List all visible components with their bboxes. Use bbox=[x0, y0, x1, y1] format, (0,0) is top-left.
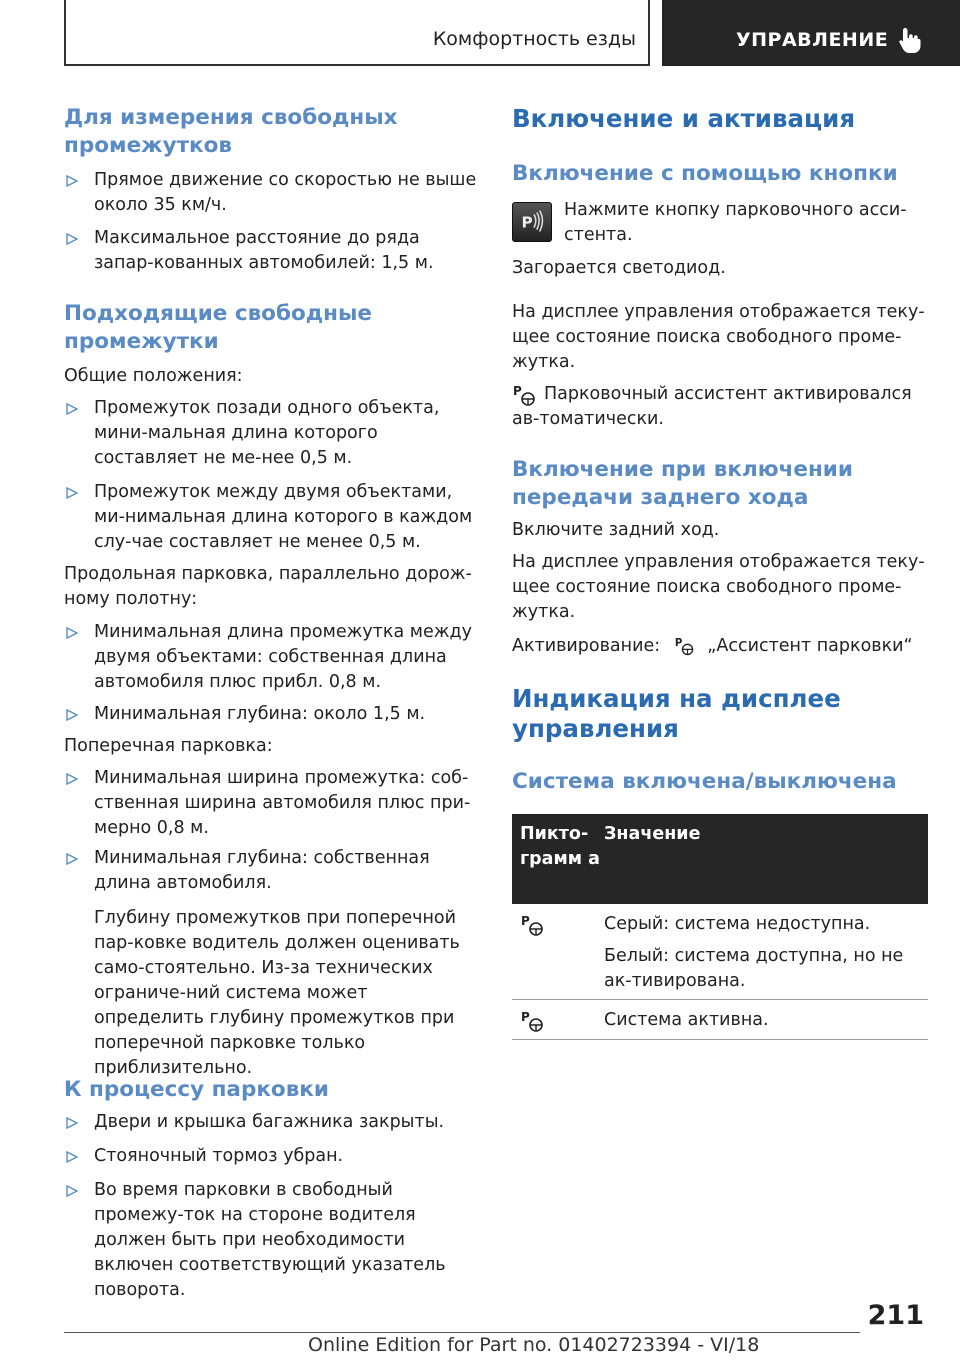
paragraph-led: Загорается светодиод. bbox=[512, 258, 726, 278]
bullet-text: Минимальная глубина: около 1,5 м. bbox=[94, 704, 426, 724]
paragraph-display-state-2: На дисплее управления отображается теку-щее состояние поиска свободного проме-жутка. bbox=[512, 552, 925, 622]
heading-parking-process: К процессу парковки bbox=[64, 1077, 329, 1102]
heading-system-on-off: Система включена/выключена bbox=[512, 769, 897, 794]
footer-edition: Online Edition for Part no. 01402723394 - VI/18 bbox=[308, 1334, 760, 1356]
bullet-item bbox=[64, 1110, 479, 1135]
svg-text:P: P bbox=[521, 914, 530, 928]
triangle-bullet-icon bbox=[66, 233, 78, 245]
column-header-meaning: Значение bbox=[604, 824, 701, 844]
triangle-bullet-icon bbox=[66, 403, 78, 415]
triangle-bullet-icon bbox=[66, 853, 78, 865]
bullet-text: Промежуток позади одного объекта, мини-мальная длина которого составляет не ме-нее 0,5 м. bbox=[94, 398, 440, 468]
bullet-item bbox=[64, 846, 479, 896]
page-header bbox=[64, 0, 960, 66]
section-title: УПРАВЛЕНИЕ bbox=[736, 29, 889, 51]
chapter-title: Комфортность езды bbox=[432, 28, 636, 50]
parking-assistant-icon bbox=[520, 912, 546, 938]
hand-pointer-icon bbox=[897, 26, 923, 54]
bullet-text: Минимальная длина промежутка между двумя объектами: собственная длина автомобиля плюс прибл. 0,8 м. bbox=[94, 622, 472, 692]
heading-reverse-gear: Включение при включении передачи заднего хода bbox=[512, 457, 853, 510]
bullet-note: Глубину промежутков при поперечной пар-ковке водитель должен оценивать само-стоятельно. Из-за технических ограниче-ний система может определить глубину промежутков при поперечной парковке только приблизительно. bbox=[94, 908, 460, 1078]
triangle-bullet-icon bbox=[66, 1151, 78, 1163]
bullet-item bbox=[64, 168, 479, 218]
column-header-pictogram: Пикто-грамм а bbox=[520, 824, 600, 869]
heading-suitable-gaps: Подходящие свободные промежутки bbox=[64, 301, 372, 354]
meaning-active: Система активна. bbox=[604, 1010, 769, 1030]
bullet-item bbox=[64, 1178, 479, 1303]
bullet-item bbox=[64, 766, 479, 841]
triangle-bullet-icon bbox=[66, 709, 78, 721]
paragraph-auto-activated-text: Парковочный ассистент активировался ав-томатически. bbox=[512, 384, 912, 429]
parking-assistant-button-icon bbox=[512, 202, 552, 242]
bullet-text: Стояночный тормоз убран. bbox=[94, 1146, 344, 1166]
bullet-text: Минимальная ширина промежутка: соб-ственная ширина автомобиля плюс при-мерно 0,8 м. bbox=[94, 768, 471, 838]
table-header bbox=[512, 814, 928, 904]
svg-text:P: P bbox=[674, 638, 683, 649]
paragraph-reverse: Включите задний ход. bbox=[512, 520, 720, 540]
table-row bbox=[512, 904, 928, 1000]
bullet-text: Минимальная глубина: собственная длина автомобиля. bbox=[94, 848, 430, 893]
footer-divider bbox=[64, 1332, 860, 1333]
paragraph-general: Общие положения: bbox=[64, 366, 243, 386]
activation-value: „Ассистент парковки“ bbox=[707, 636, 913, 656]
meaning-grey: Серый: система недоступна. bbox=[604, 914, 871, 934]
bullet-text: Во время парковки в свободный промежу-ток на стороне водителя должен быть при необходимости включен соответствующий указатель поворота. bbox=[94, 1180, 446, 1300]
heading-button-on: Включение с помощью кнопки bbox=[512, 161, 898, 186]
paragraph-auto-activated bbox=[512, 382, 928, 432]
heading-switch-on: Включение и активация bbox=[512, 104, 856, 133]
triangle-bullet-icon bbox=[66, 627, 78, 639]
parking-assistant-icon bbox=[674, 635, 696, 657]
section-tab bbox=[662, 0, 960, 66]
triangle-bullet-icon bbox=[66, 487, 78, 499]
bullet-item bbox=[64, 1144, 479, 1169]
bullet-item bbox=[64, 702, 479, 727]
meaning-white: Белый: система доступна, но не ак-тивирована. bbox=[604, 946, 904, 991]
paragraph-activation bbox=[512, 634, 928, 659]
paragraph-perpendicular: Поперечная парковка: bbox=[64, 736, 273, 756]
heading-display-indication: Индикация на дисплее управления bbox=[512, 684, 841, 743]
bullet-text: Максимальное расстояние до ряда запар-кованных автомобилей: 1,5 м. bbox=[94, 228, 434, 273]
page-number: 211 bbox=[867, 1300, 924, 1331]
triangle-bullet-icon bbox=[66, 1117, 78, 1129]
bullet-text: Двери и крышка багажника закрыты. bbox=[94, 1112, 445, 1132]
parking-assistant-active-icon bbox=[520, 1008, 546, 1034]
bullet-text: Прямое движение со скоростью не выше около 35 км/ч. bbox=[94, 170, 477, 215]
triangle-bullet-icon bbox=[66, 773, 78, 785]
parking-assistant-icon bbox=[512, 382, 538, 408]
bullet-item bbox=[64, 396, 479, 471]
svg-text:P: P bbox=[521, 213, 533, 232]
bullet-item bbox=[64, 226, 479, 276]
bullet-text: Промежуток между двумя объектами, ми-нимальная длина которого в каждом слу-чае составляет не менее 0,5 м. bbox=[94, 482, 473, 552]
paragraph-display-state: На дисплее управления отображается теку-щее состояние поиска свободного проме-жутка. bbox=[512, 302, 925, 372]
activation-label: Активирование: bbox=[512, 636, 661, 656]
bullet-item bbox=[64, 620, 479, 695]
svg-text:P: P bbox=[513, 384, 522, 398]
bullet-item bbox=[64, 480, 479, 555]
triangle-bullet-icon bbox=[66, 175, 78, 187]
heading-gap-measurement: Для измерения свободных промежутков bbox=[64, 105, 398, 158]
paragraph-press-button: Нажмите кнопку парковочного асси-стента. bbox=[564, 200, 907, 245]
svg-text:P: P bbox=[521, 1010, 530, 1024]
paragraph-parallel: Продольная парковка, параллельно дорож-ному полотну: bbox=[64, 564, 472, 609]
triangle-bullet-icon bbox=[66, 1185, 78, 1197]
table-row bbox=[512, 1000, 928, 1040]
chapter-tab bbox=[64, 0, 650, 66]
